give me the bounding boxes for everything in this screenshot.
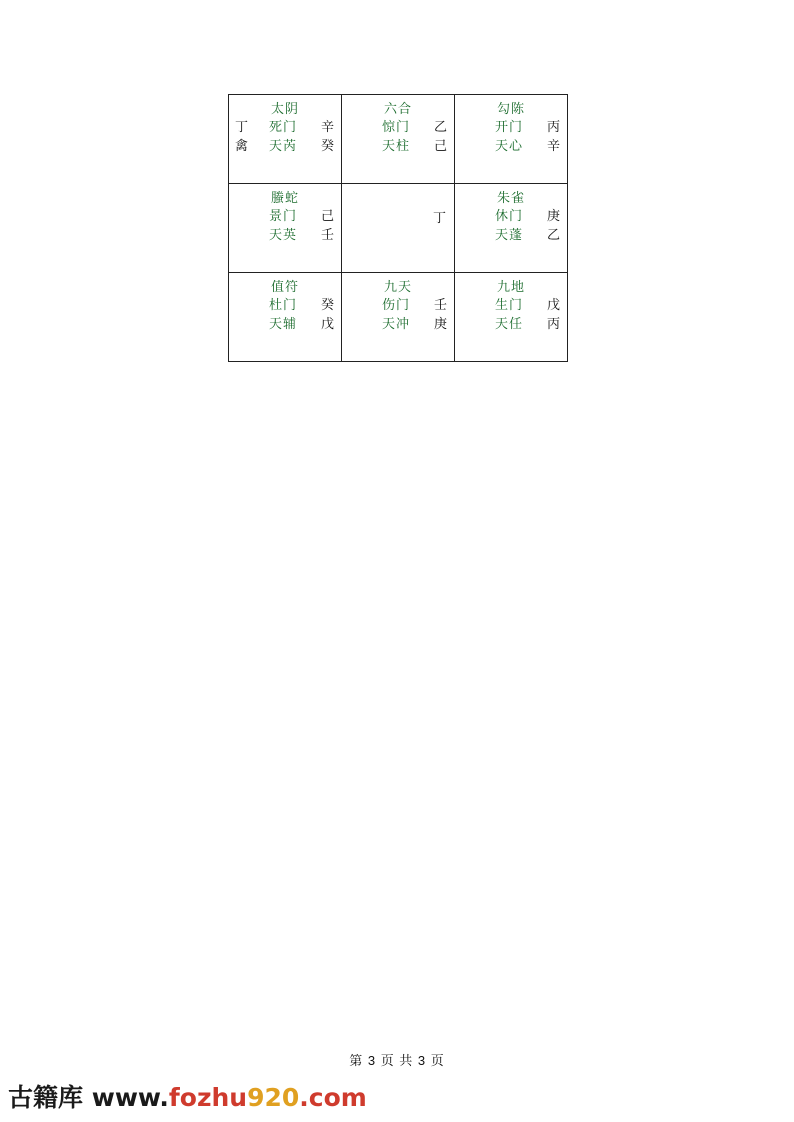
cell-star-label: 天任 xyxy=(494,316,523,331)
watermark-number: 920 xyxy=(247,1083,300,1112)
watermark-dotcom: .com xyxy=(299,1083,367,1112)
cell-gate-label: 伤门 xyxy=(381,297,410,312)
cell-gate-stem: 辛 xyxy=(320,119,335,134)
cell-gate-label: 惊门 xyxy=(381,119,410,134)
cell-star-label: 天辅 xyxy=(268,316,297,331)
qimen-cell-bottom-right xyxy=(455,273,568,362)
cell-god-label: 九天 xyxy=(383,279,412,294)
cell-star-label: 天蓬 xyxy=(494,227,523,242)
table-row xyxy=(229,184,568,273)
cell-blank-row xyxy=(342,189,454,208)
qimen-grid xyxy=(228,94,568,362)
cell-gate-stem: 癸 xyxy=(320,297,335,312)
cell-star-stem: 辛 xyxy=(546,138,561,153)
watermark-www: www. xyxy=(83,1083,169,1112)
cell-star-stem: 癸 xyxy=(320,138,335,153)
watermark xyxy=(8,1078,367,1114)
cell-gate-stem: 己 xyxy=(320,208,335,223)
table-row xyxy=(229,273,568,362)
cell-star-stem: 庚 xyxy=(433,316,448,331)
qimen-cell-bottom-left xyxy=(229,273,342,362)
cell-god-label: 勾陈 xyxy=(496,101,525,116)
watermark-fozhu: fozhu xyxy=(168,1083,248,1112)
cell-star-label: 天柱 xyxy=(381,138,410,153)
qimen-cell-middle-left xyxy=(229,184,342,273)
qimen-cell-top-center xyxy=(342,95,455,184)
cell-god-label: 太阴 xyxy=(270,101,299,116)
cell-god-label: 值符 xyxy=(270,279,299,294)
cell-gate-stem: 壬 xyxy=(433,297,448,312)
cell-gate-label: 休门 xyxy=(494,208,523,223)
cell-lead-stem-2: 禽 xyxy=(235,138,250,153)
cell-gate-stem: 戊 xyxy=(546,297,561,312)
cell-star-label: 天冲 xyxy=(381,316,410,331)
cell-gate-stem: 乙 xyxy=(433,119,448,134)
qimen-cell-middle-center xyxy=(342,184,455,273)
table-row xyxy=(229,95,568,184)
qimen-cell-bottom-center xyxy=(342,273,455,362)
cell-star-stem: 壬 xyxy=(320,227,335,242)
cell-lead-stem: 丁 xyxy=(235,119,250,134)
cell-god-label: 九地 xyxy=(496,279,525,294)
cell-god-label: 六合 xyxy=(383,101,412,116)
cell-god-label: 螣蛇 xyxy=(270,190,299,205)
cell-gate-label: 死门 xyxy=(268,119,297,134)
cell-gate-label: 开门 xyxy=(494,119,523,134)
cell-gate-label: 景门 xyxy=(268,208,297,223)
cell-star-label: 天芮 xyxy=(268,138,297,153)
watermark-label: 古籍库 xyxy=(8,1083,84,1112)
cell-gate-stem: 丙 xyxy=(546,119,561,134)
cell-center-stem: 丁 xyxy=(432,210,446,225)
qimen-cell-middle-right xyxy=(455,184,568,273)
cell-star-stem: 乙 xyxy=(546,227,561,242)
cell-god-label: 朱雀 xyxy=(496,190,525,205)
cell-star-stem: 己 xyxy=(433,138,448,153)
cell-star-label: 天英 xyxy=(268,227,297,242)
cell-gate-label: 生门 xyxy=(494,297,523,312)
qimen-cell-top-left xyxy=(229,95,342,184)
qimen-table xyxy=(228,94,568,362)
cell-star-stem: 丙 xyxy=(546,316,561,331)
cell-gate-stem: 庚 xyxy=(546,208,561,223)
cell-star-label: 天心 xyxy=(494,138,523,153)
cell-star-stem: 戊 xyxy=(320,316,335,331)
qimen-cell-top-right xyxy=(455,95,568,184)
cell-gate-label: 杜门 xyxy=(268,297,297,312)
page-footer: 第 3 页 共 3 页 xyxy=(349,1053,445,1068)
